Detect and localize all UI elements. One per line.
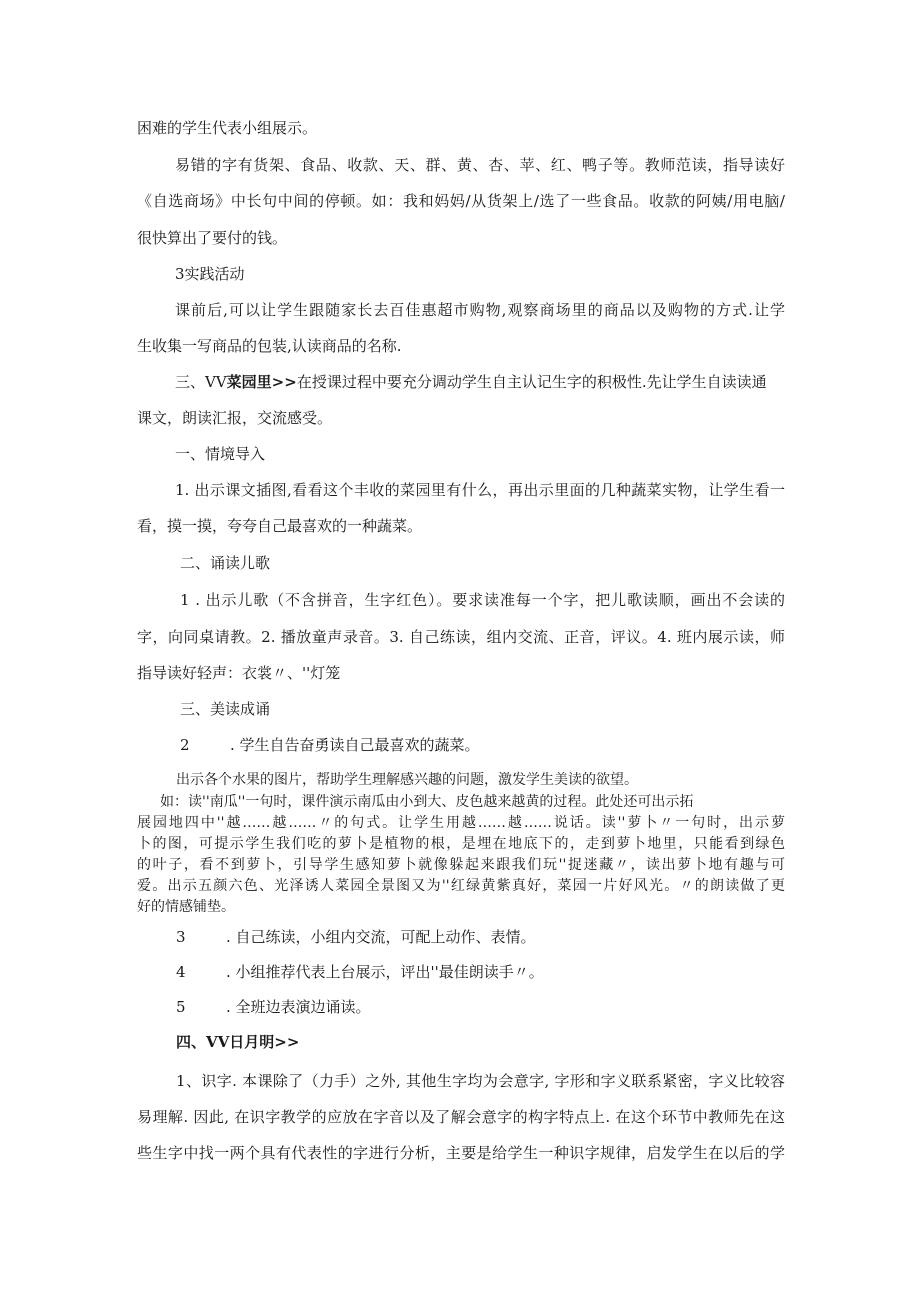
section-prefix: 三、VV — [175, 373, 227, 391]
list-number: 4 — [176, 963, 186, 981]
section-title-line — [175, 372, 785, 392]
paragraph-line: 展园地四中''越……越……〃的句式。让学生用越……越……说话。读''萝卜〃一句时，出示萝 — [137, 815, 785, 831]
paragraph-line: 些生字中找一两个具有代表性的字进行分析，主要是给学生一种识字规律，启发学生在以后的学 — [137, 1144, 785, 1162]
paragraph-line: 如：读''南瓜''一句时，课件演示南瓜由小到大、皮色越来越黄的过程。此处还可出示拓 — [160, 794, 694, 810]
paragraph-line: 困难的学生代表小组展示。 — [137, 119, 318, 137]
paragraph-line: 易错的字有货架、食品、收款、天、群、黄、杏、苹、红、鸭子等。教师范读，指导读好 — [175, 156, 785, 174]
paragraph-line: 卜的图，可提示学生我们吃的萝卜是植物的根，是埋在地底下的，走到萝卜地里，只能看到绿色 — [137, 836, 785, 852]
paragraph-line: 1、识字. 本课除了（力手）之外, 其他生字均为会意字, 字形和字义联系紧密，字义比较容 — [176, 1072, 785, 1090]
subheading: 二、诵读儿歌 — [180, 554, 271, 572]
subheading: 三、美读成诵 — [180, 700, 271, 718]
paragraph-line: 课文，朗读汇报，交流感受。 — [137, 409, 333, 427]
section-intro: 在授课过程中要充分调动学生自主认记生字的积极性.先让学生自读读通 — [296, 373, 767, 391]
list-text: . 小组推荐代表上台展示，评出''最佳朗读手〃。 — [226, 963, 544, 981]
subheading: 一、情境导入 — [175, 445, 266, 463]
paragraph-line: 指导读好轻声：衣裳〃、''灯笼 — [137, 664, 341, 682]
section-heading: 3实践活动 — [175, 265, 245, 283]
list-number: 3 — [176, 928, 186, 946]
paragraph-line: 课前后,可以让学生跟随家长去百佳惠超市购物,观察商场里的商品以及购物的方式.让学 — [175, 301, 785, 319]
list-text: . 全班边表演边诵读。 — [226, 998, 371, 1016]
paragraph-line: 1. 出示课文插图,看看这个丰收的菜园里有什么，再出示里面的几种蔬菜实物，让学生看一 — [175, 481, 785, 499]
paragraph-line: 好的情感铺垫。 — [137, 899, 235, 915]
list-text: . 自己练读，小组内交流，可配上动作、表情。 — [226, 928, 536, 946]
paragraph-line: 爱。出示五颜六色、光泽诱人菜园全景图又为''红绿黄紫真好，菜园一片好风光。〃的朗读做了更 — [137, 878, 785, 894]
paragraph-line: 的叶子，看不到萝卜，引导学生感知萝卜就像躲起来跟我们玩''捉迷藏〃，读出萝卜地有趣与可 — [137, 857, 785, 873]
paragraph-line: 出示各个水果的图片，帮助学生理解感兴趣的问题，激发学生美读的欲望。 — [176, 772, 638, 788]
section-heading: 四、VV日月明>> — [176, 1033, 300, 1051]
list-item — [176, 927, 824, 947]
list-text: . 学生自告奋勇读自己最喜欢的蔬菜。 — [230, 736, 480, 754]
paragraph-line: 很快算出了要付的钱。 — [137, 229, 288, 247]
section-title-bold: 菜园里>> — [226, 373, 297, 391]
paragraph-line: 易理解. 因此, 在识字教学的应放在字音以及了解会意字的构字特点上. 在这个环节中教师先在这 — [137, 1108, 785, 1126]
paragraph-line: 1 . 出示儿歌（不含拼音，生字红色）。要求读准每一个字，把儿歌读顺，画出不会读的 — [180, 591, 785, 609]
list-item — [180, 735, 828, 755]
list-item — [176, 997, 824, 1017]
paragraph-line: 看，摸一摸，夸夸自己最喜欢的一种蔬菜。 — [137, 517, 423, 535]
list-number: 5 — [176, 998, 186, 1016]
list-item — [176, 962, 824, 982]
paragraph-line: 《自选商场》中长句中间的停顿。如：我和妈妈/从货架上/选了一些食品。收款的阿姨/用电脑/ — [137, 192, 785, 210]
paragraph-line: 生收集一写商品的包装,认读商品的名称. — [137, 337, 402, 355]
list-number: 2 — [180, 736, 190, 754]
paragraph-line: 字，向同桌请教。2. 播放童声录音。3. 自己练读，组内交流、正音，评议。4. 班内展示读，师 — [137, 628, 785, 646]
